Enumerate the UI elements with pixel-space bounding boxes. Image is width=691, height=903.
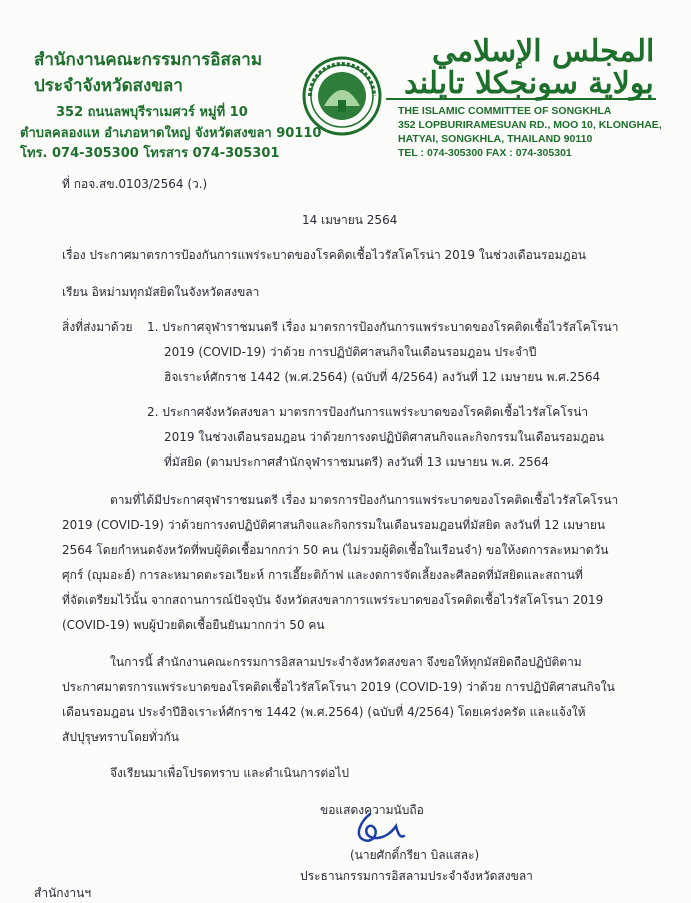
paragraph-2-line: สัปปุรุษทราบโดยทั่วกัน — [62, 730, 180, 744]
arabic-title-line1: المجلس الإسلامي — [432, 34, 655, 69]
letter-subject: เรื่อง ประกาศมาตรการป้องกันการแพร่ระบาดของโรคติดเชื้อไวรัสโคโรน่า 2019 ในช่วงเดือนรอมฎอน — [62, 248, 587, 262]
office-address-line2: ตำบลคลองแห อำเภอหาดใหญ่ จังหวัดสงขลา 90110 — [20, 126, 322, 141]
paragraph-1-line: 2564 โดยกำหนดจังหวัดที่พบผู้ติดเชื้อมากกว่า 50 คน (ไม่รวมผู้ติดเชื้อในเรือนจำ) ขอให้งดการละหมาดวัน — [62, 543, 609, 557]
paragraph-1-line: ที่จัดเตรียมไว้นั้น จากสถานการณ์ปัจจุบัน จังหวัดสงขลาการแพร่ระบาดของโรคติดเชื้อไวรัสโคโรนา 2019 — [62, 593, 604, 607]
office-phone-line: โทร. 074-305300 โทรสาร 074-305301 — [20, 146, 280, 161]
enclosure-1-line: 2019 (COVID-19) ว่าด้วย การปฏิบัติศาสนกิจในเดือนรอมฎอน ประจำปี — [164, 345, 537, 359]
paragraph-2-line: เดือนรอมฎอน ประจำปีฮิจเราะห์ศักราช 1442 (พ.ศ.2564) (ฉบับที่ 4/2564) โดยเคร่งครัด และแจ้งให้ — [62, 705, 586, 719]
reference-number: ที่ กอจ.สข.0103/2564 (ว.) — [62, 177, 208, 191]
paragraph-1-line: ตามที่ได้มีประกาศจุฬาราชมนตรี เรื่อง มาตรการป้องกันการแพร่ระบาดของโรคติดเชื้อไวรัสโคโรนา — [110, 493, 619, 507]
letter-recipient: เรียน อิหม่ามทุกมัสยิดในจังหวัดสงขลา — [62, 285, 260, 299]
en-title-line1: THE ISLAMIC COMMITTEE OF SONGKHLA — [398, 105, 612, 117]
footer-office: สำนักงานฯ — [34, 886, 92, 900]
closing-request: จึงเรียนมาเพื่อโปรดทราบ และดำเนินการต่อไป — [110, 766, 350, 780]
closing-regards: ขอแสดงความนับถือ — [320, 803, 424, 817]
office-title-line1: สำนักงานคณะกรรมการอิสลาม — [34, 50, 263, 70]
header-divider — [386, 98, 656, 100]
committee-seal-logo — [302, 56, 382, 136]
handwritten-signature — [340, 808, 410, 848]
enclosures-label: สิ่งที่ส่งมาด้วย — [62, 320, 133, 334]
enclosure-2-line: 2. ประกาศจังหวัดสงขลา มาตรการป้องกันการแพร่ระบาดของโรคติดเชื้อไวรัสโคโรน่า — [147, 405, 589, 419]
en-address-line1: 352 LOPBURIRAMESUAN RD., MOO 10, KLONGHAE, — [398, 119, 662, 131]
enclosure-2-line: 2019 ในช่วงเดือนรอมฎอน ว่าด้วยการงดปฏิบัติศาสนกิจและกิจกรรมในเดือนรอมฎอน — [164, 430, 605, 444]
letter-date: 14 เมษายน 2564 — [302, 213, 398, 227]
arabic-title-line2: بولاية سونجكلا تايلند — [404, 66, 654, 101]
paragraph-2-line: ในการนี้ สำนักงานคณะกรรมการอิสลามประจำจังหวัดสงขลา จึงขอให้ทุกมัสยิดถือปฏิบัติตาม — [110, 655, 582, 669]
en-address-line2: HATYAI, SONGKHLA, THAILAND 90110 — [398, 133, 593, 145]
office-title-line2: ประจำจังหวัดสงขลา — [34, 76, 183, 96]
enclosure-1-line: 1. ประกาศจุฬาราชมนตรี เรื่อง มาตรการป้องกันการแพร่ระบาดของโรคติดเชื้อไวรัสโคโรนา — [147, 320, 619, 334]
paragraph-1-line: (COVID-19) พบผู้ป่วยติดเชื้อยืนยันมากกว่า 50 คน — [62, 618, 325, 632]
office-address-line1: 352 ถนนลพบุรีราเมศวร์ หมู่ที่ 10 — [56, 105, 248, 120]
en-phone-line: TEL : 074-305300 FAX : 074-305301 — [398, 147, 572, 159]
enclosure-2-line: ที่มัสยิด (ตามประกาศสำนักจุฬาราชมนตรี) ลงวันที่ 13 เมษายน พ.ศ. 2564 — [164, 455, 549, 469]
paragraph-2-line: ประกาศมาตรการแพร่ระบาดของโรคติดเชื้อไวรัสโคโรนา 2019 (COVID-19) ว่าด้วย การปฏิบัติศาสนกิจใน — [62, 680, 615, 694]
signer-name: (นายศักดิ์กรียา บิลแสละ) — [350, 848, 480, 862]
paragraph-1-line: 2019 (COVID-19) ว่าด้วยการงดปฏิบัติศาสนกิจและกิจกรรมในเดือนรอมฎอนที่มัสยิด ลงวันที่ 12 เมษายน — [62, 518, 606, 532]
paragraph-1-line: ศุกร์ (ญุมอะฮ์) การละหมาดตะรอเวียะห์ การเอี๊ยะติก้าฟ และงดการจัดเลี้ยงละศีลอดที่มัสยิดและสถานที่ — [62, 568, 583, 582]
enclosure-1-line: ฮิจเราะห์ศักราช 1442 (พ.ศ.2564) (ฉบับที่ 4/2564) ลงวันที่ 12 เมษายน พ.ศ.2564 — [164, 370, 601, 384]
signer-title: ประธานกรรมการอิสลามประจำจังหวัดสงขลา — [300, 869, 533, 883]
